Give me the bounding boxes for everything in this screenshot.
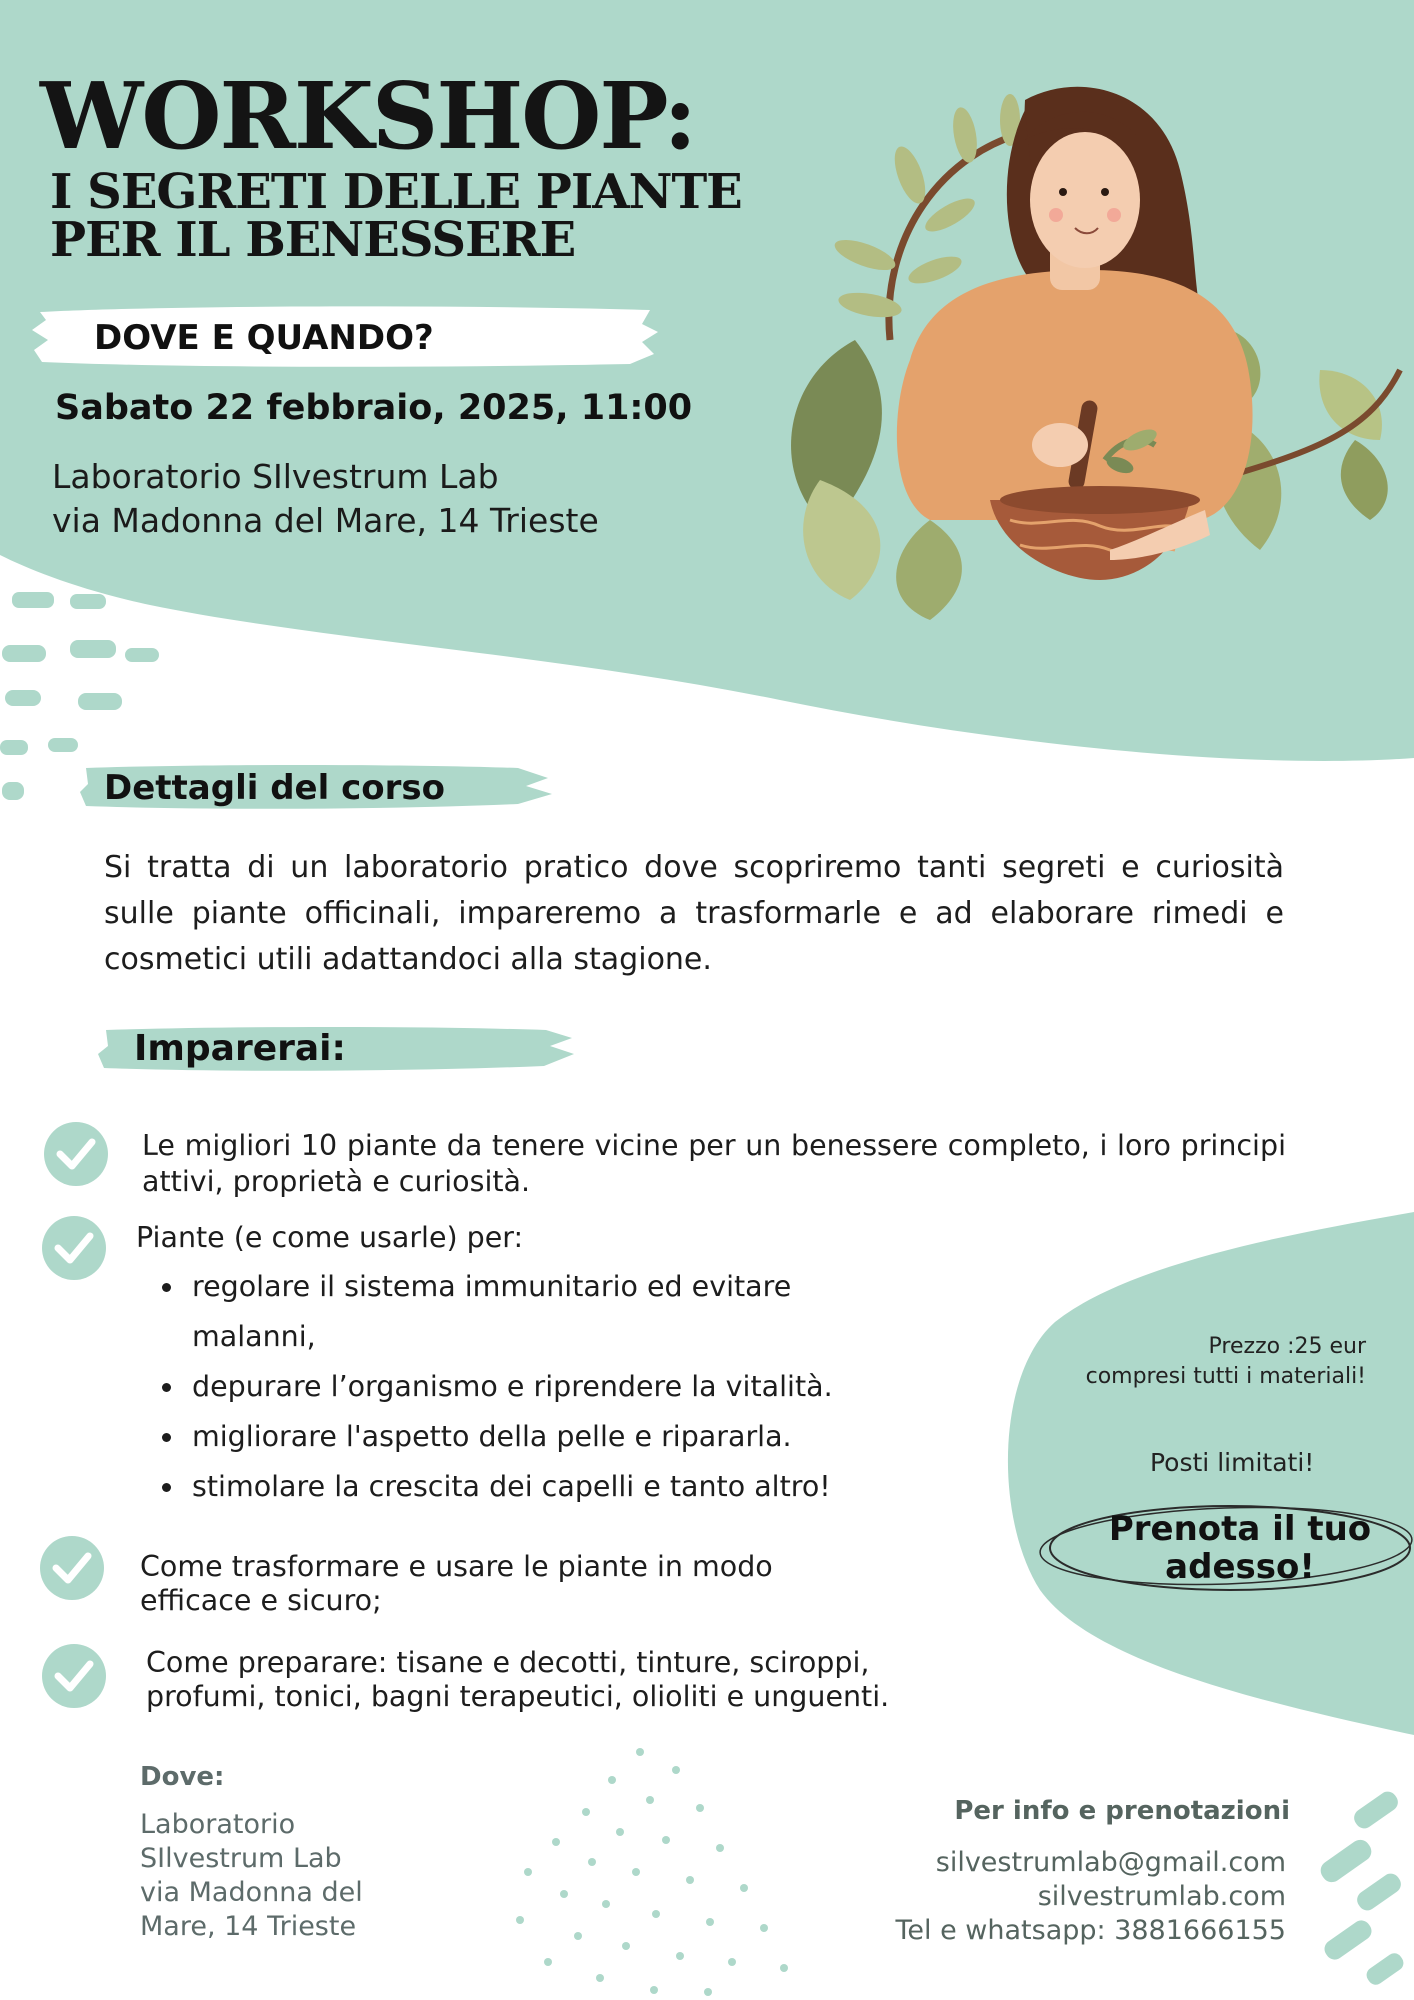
learn-item-3-line-1: Come trasformare e usare le piante in modo — [140, 1550, 773, 1583]
where-address — [140, 1808, 363, 1944]
learn-bullet-list — [160, 1262, 926, 1512]
materials-text: compresi tutti i materiali! — [1085, 1364, 1366, 1389]
when-label: DOVE E QUANDO? — [94, 318, 434, 358]
dot-pattern — [516, 1748, 788, 1996]
learn-item-1: Le migliori 10 piante da tenere vicine per un benessere completo, i loro principi attivi, proprietà e curiosità. — [142, 1129, 1286, 1198]
check-circle-icon — [40, 1118, 110, 1188]
where-line: via Madonna del — [140, 1877, 363, 1908]
check-circle-icon — [38, 1212, 108, 1282]
woman-herbs-illustration — [760, 80, 1410, 620]
phone-text[interactable]: Tel e whatsapp: 3881666155 — [895, 1915, 1286, 1946]
list-item: • migliorare l'aspetto della pelle e ripararla. — [186, 1412, 926, 1462]
details-text: Si tratta di un laboratorio pratico dove scopriremo tanti segreti e curiosità sulle piante officinali, impareremo a trasformarle e ad elaborare rimedi e cosmetici utili adattandoci alla stagione. — [104, 850, 1284, 977]
contact-info — [896, 1846, 1286, 1948]
list-item: • stimolare la crescita dei capelli e tanto altro! — [186, 1462, 926, 1512]
event-place-line-2: via Madonna del Mare, 14 Trieste — [52, 501, 599, 540]
event-place — [52, 455, 599, 543]
list-item: • regolare il sistema immunitario ed evitare malanni, — [186, 1262, 832, 1362]
list-item: • depurare l’organismo e riprendere la vitalità. — [186, 1362, 926, 1412]
learn-item-2: Piante (e come usarle) per: — [136, 1221, 524, 1254]
price-text: Prezzo :25 eur — [1208, 1334, 1366, 1359]
where-line: Mare, 14 Trieste — [140, 1911, 357, 1942]
where-line: Laboratorio — [140, 1809, 296, 1840]
website-link[interactable]: silvestrumlab.com — [1037, 1881, 1286, 1912]
title-subtitle — [50, 164, 742, 268]
learn-item-4-line-1: Come preparare: tisane e decotti, tinture, sciroppi, — [146, 1646, 870, 1679]
email-link[interactable]: silvestrumlab@gmail.com — [935, 1847, 1286, 1878]
learn-item-3 — [140, 1550, 773, 1618]
learn-item-3-line-2: efficace e sicuro; — [140, 1584, 382, 1617]
cta-line-2: adesso! — [1165, 1547, 1315, 1587]
title-main: WORKSHOP: — [40, 62, 696, 170]
event-place-line-1: Laboratorio SIlvestrum Lab — [52, 457, 499, 496]
check-circle-icon — [38, 1640, 108, 1710]
details-label: Dettagli del corso — [104, 768, 445, 808]
title-line-2: PER IL BENESSERE — [50, 212, 576, 268]
learn-label: Imparerai: — [134, 1028, 346, 1069]
where-line: SIlvestrum Lab — [140, 1843, 342, 1874]
price-info — [1006, 1332, 1366, 1392]
title-line-1: I SEGRETI DELLE PIANTE — [50, 164, 742, 220]
right-brush-marks — [1317, 1788, 1407, 1988]
check-circle-icon — [36, 1532, 106, 1602]
limited-seats: Posti limitati! — [1150, 1448, 1315, 1477]
info-label: Per info e prenotazioni — [954, 1796, 1290, 1826]
learn-item-4 — [146, 1646, 889, 1714]
cta-line-1: Prenota il tuo — [1108, 1509, 1372, 1549]
book-now-button[interactable] — [1060, 1510, 1414, 1586]
learn-item-4-line-2: profumi, tonici, bagni terapeutici, olioliti e unguenti. — [146, 1680, 890, 1713]
event-date: Sabato 22 febbraio, 2025, 11:00 — [55, 388, 693, 428]
where-label: Dove: — [140, 1762, 225, 1792]
